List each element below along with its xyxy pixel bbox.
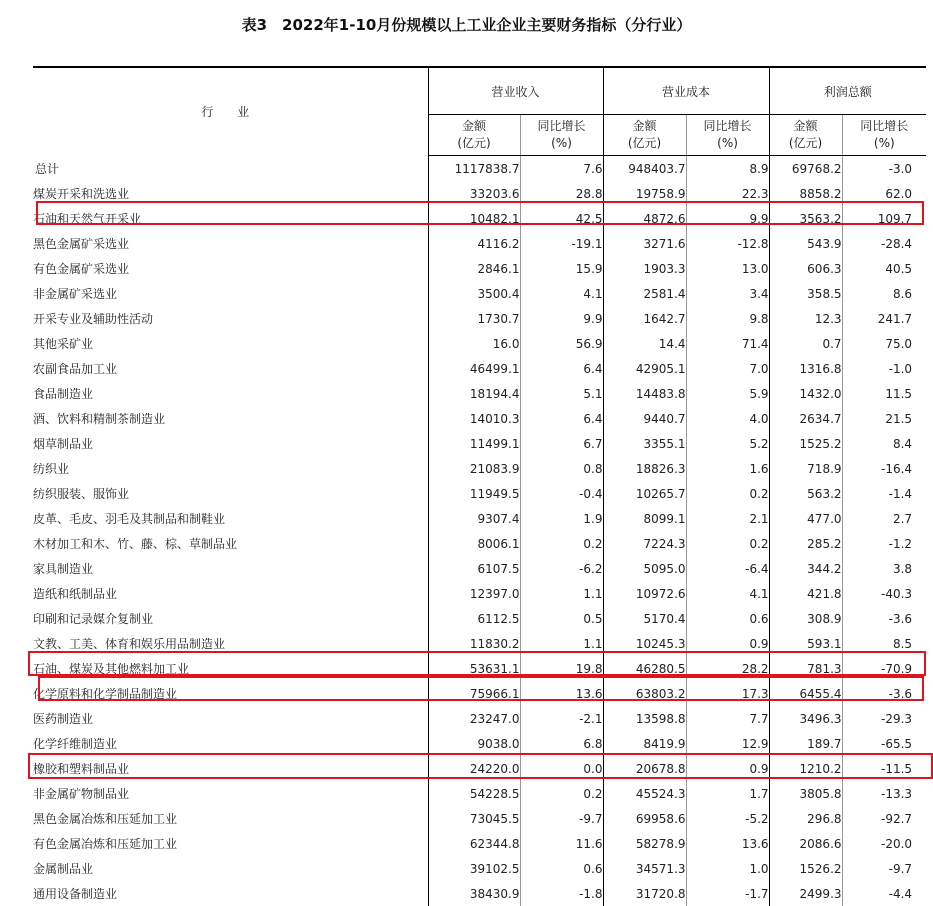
revenue-growth-cell: -6.2 <box>520 556 603 581</box>
profit-amount-cell: 3805.8 <box>769 781 842 806</box>
profit-growth-cell: -92.7 <box>842 806 926 831</box>
revenue-amount-cell: 1117838.7 <box>428 156 520 182</box>
revenue-amount-cell: 9038.0 <box>428 731 520 756</box>
profit-growth-cell: 75.0 <box>842 331 926 356</box>
cost-amount-cell: 42905.1 <box>603 356 686 381</box>
profit-growth-cell: -40.3 <box>842 581 926 606</box>
profit-growth-cell: -1.4 <box>842 481 926 506</box>
industry-name: 文教、工美、体育和娱乐用品制造业 <box>33 631 428 656</box>
cost-growth-cell: 13.6 <box>686 831 769 856</box>
revenue-amount-cell: 24220.0 <box>428 756 520 781</box>
revenue-growth-cell: 19.8 <box>520 656 603 681</box>
cost-growth-cell: 0.6 <box>686 606 769 631</box>
table-row <box>33 456 926 481</box>
cost-growth-cell: 0.9 <box>686 756 769 781</box>
table-row <box>33 581 926 606</box>
revenue-growth-cell: -9.7 <box>520 806 603 831</box>
cost-growth-cell: 71.4 <box>686 331 769 356</box>
profit-amount-cell: 1210.2 <box>769 756 842 781</box>
table-row <box>33 356 926 381</box>
profit-amount-cell: 6455.4 <box>769 681 842 706</box>
table-row <box>33 481 926 506</box>
revenue-amount-cell: 23247.0 <box>428 706 520 731</box>
cost-growth-cell: 4.1 <box>686 581 769 606</box>
cost-growth-cell: 1.6 <box>686 456 769 481</box>
industry-name: 医药制造业 <box>33 706 428 731</box>
profit-amount-cell: 1526.2 <box>769 856 842 881</box>
cost-amount-cell: 69958.6 <box>603 806 686 831</box>
cost-amount-cell: 46280.5 <box>603 656 686 681</box>
revenue-growth-cell: 28.8 <box>520 181 603 206</box>
cost-growth-cell: 9.9 <box>686 206 769 231</box>
cost-growth-cell: 0.2 <box>686 531 769 556</box>
profit-growth-cell: 241.7 <box>842 306 926 331</box>
industry-name: 纺织业 <box>33 456 428 481</box>
revenue-growth-cell: -2.1 <box>520 706 603 731</box>
table-row <box>33 781 926 806</box>
table-row <box>33 881 926 906</box>
table-row <box>33 831 926 856</box>
cost-growth-cell: 8.9 <box>686 156 769 182</box>
cost-amount-header: 金额 (亿元) <box>603 115 686 156</box>
revenue-growth-cell: 11.6 <box>520 831 603 856</box>
cost-growth-header: 同比增长 (%) <box>686 115 769 156</box>
industry-name: 黑色金属矿采选业 <box>33 231 428 256</box>
profit-growth-cell: -3.6 <box>842 681 926 706</box>
cost-growth-cell: 13.0 <box>686 256 769 281</box>
revenue-growth-cell: 13.6 <box>520 681 603 706</box>
table-row <box>33 256 926 281</box>
cost-growth-cell: 28.2 <box>686 656 769 681</box>
cost-amount-cell: 4872.6 <box>603 206 686 231</box>
cost-amount-cell: 5170.4 <box>603 606 686 631</box>
profit-growth-cell: -65.5 <box>842 731 926 756</box>
profit-growth-cell: -13.3 <box>842 781 926 806</box>
profit-amount-cell: 606.3 <box>769 256 842 281</box>
profit-amount-cell: 344.2 <box>769 556 842 581</box>
table-row <box>33 731 926 756</box>
industry-name: 印刷和记录媒介复制业 <box>33 606 428 631</box>
revenue-group-header: 营业收入 <box>428 67 603 115</box>
revenue-amount-cell: 16.0 <box>428 331 520 356</box>
profit-amount-cell: 3563.2 <box>769 206 842 231</box>
profit-amount-cell: 308.9 <box>769 606 842 631</box>
revenue-amount-cell: 3500.4 <box>428 281 520 306</box>
profit-amount-cell: 1316.8 <box>769 356 842 381</box>
profit-growth-cell: -9.7 <box>842 856 926 881</box>
cost-amount-cell: 948403.7 <box>603 156 686 182</box>
revenue-growth-cell: 6.8 <box>520 731 603 756</box>
cost-growth-cell: 9.8 <box>686 306 769 331</box>
industry-name: 开采专业及辅助性活动 <box>33 306 428 331</box>
industry-name: 有色金属矿采选业 <box>33 256 428 281</box>
profit-amount-cell: 593.1 <box>769 631 842 656</box>
revenue-growth-cell: 0.2 <box>520 781 603 806</box>
revenue-growth-cell: 6.4 <box>520 356 603 381</box>
revenue-growth-cell: 5.1 <box>520 381 603 406</box>
table-body <box>33 156 926 906</box>
table-row <box>33 381 926 406</box>
profit-amount-header: 金额 (亿元) <box>769 115 842 156</box>
cost-growth-cell: 17.3 <box>686 681 769 706</box>
profit-growth-cell: 8.4 <box>842 431 926 456</box>
table-row <box>33 231 926 256</box>
cost-growth-cell: -5.2 <box>686 806 769 831</box>
profit-amount-cell: 1432.0 <box>769 381 842 406</box>
table-row <box>33 206 926 231</box>
profit-growth-cell: 2.7 <box>842 506 926 531</box>
profit-amount-cell: 358.5 <box>769 281 842 306</box>
profit-growth-cell: -3.0 <box>842 156 926 182</box>
revenue-amount-cell: 54228.5 <box>428 781 520 806</box>
industry-name: 木材加工和木、竹、藤、棕、草制品业 <box>33 531 428 556</box>
cost-growth-cell: 2.1 <box>686 506 769 531</box>
profit-amount-cell: 543.9 <box>769 231 842 256</box>
industry-name: 皮革、毛皮、羽毛及其制品和制鞋业 <box>33 506 428 531</box>
industry-name: 食品制造业 <box>33 381 428 406</box>
industry-name: 农副食品加工业 <box>33 356 428 381</box>
revenue-amount-cell: 6107.5 <box>428 556 520 581</box>
industry-header: 行 业 <box>33 67 428 156</box>
revenue-growth-cell: 6.7 <box>520 431 603 456</box>
profit-growth-cell: -16.4 <box>842 456 926 481</box>
cost-growth-cell: 1.7 <box>686 781 769 806</box>
profit-growth-cell: -1.0 <box>842 356 926 381</box>
industry-name: 非金属矿物制品业 <box>33 781 428 806</box>
revenue-amount-cell: 10482.1 <box>428 206 520 231</box>
profit-amount-cell: 718.9 <box>769 456 842 481</box>
profit-growth-cell: -1.2 <box>842 531 926 556</box>
revenue-amount-cell: 53631.1 <box>428 656 520 681</box>
cost-growth-cell: 0.2 <box>686 481 769 506</box>
profit-group-header: 利润总额 <box>769 67 926 115</box>
revenue-growth-cell: -0.4 <box>520 481 603 506</box>
cost-growth-cell: 7.7 <box>686 706 769 731</box>
revenue-amount-cell: 11499.1 <box>428 431 520 456</box>
revenue-growth-cell: 0.6 <box>520 856 603 881</box>
cost-amount-cell: 13598.8 <box>603 706 686 731</box>
industry-name: 总计 <box>33 156 428 182</box>
cost-amount-cell: 10245.3 <box>603 631 686 656</box>
cost-amount-cell: 45524.3 <box>603 781 686 806</box>
profit-amount-cell: 8858.2 <box>769 181 842 206</box>
cost-amount-cell: 31720.8 <box>603 881 686 906</box>
table-row <box>33 681 926 706</box>
profit-amount-cell: 1525.2 <box>769 431 842 456</box>
revenue-amount-header: 金额 (亿元) <box>428 115 520 156</box>
profit-growth-cell: -20.0 <box>842 831 926 856</box>
table-row <box>33 806 926 831</box>
industry-name: 非金属矿采选业 <box>33 281 428 306</box>
cost-amount-cell: 14.4 <box>603 331 686 356</box>
profit-growth-cell: 3.8 <box>842 556 926 581</box>
revenue-growth-cell: 42.5 <box>520 206 603 231</box>
cost-growth-cell: 12.9 <box>686 731 769 756</box>
cost-amount-cell: 2581.4 <box>603 281 686 306</box>
table-row <box>33 281 926 306</box>
cost-growth-cell: 0.9 <box>686 631 769 656</box>
industry-name: 化学原料和化学制品制造业 <box>33 681 428 706</box>
table-row <box>33 181 926 206</box>
revenue-amount-cell: 11949.5 <box>428 481 520 506</box>
cost-amount-cell: 8099.1 <box>603 506 686 531</box>
revenue-growth-cell: 4.1 <box>520 281 603 306</box>
profit-growth-cell: 21.5 <box>842 406 926 431</box>
cost-amount-cell: 1642.7 <box>603 306 686 331</box>
cost-amount-cell: 58278.9 <box>603 831 686 856</box>
cost-amount-cell: 20678.8 <box>603 756 686 781</box>
revenue-growth-cell: 0.0 <box>520 756 603 781</box>
industry-name: 有色金属冶炼和压延加工业 <box>33 831 428 856</box>
revenue-amount-cell: 62344.8 <box>428 831 520 856</box>
cost-amount-cell: 1903.3 <box>603 256 686 281</box>
cost-growth-cell: 5.9 <box>686 381 769 406</box>
revenue-amount-cell: 18194.4 <box>428 381 520 406</box>
cost-amount-cell: 34571.3 <box>603 856 686 881</box>
financial-indicators-table <box>33 66 926 906</box>
revenue-amount-cell: 21083.9 <box>428 456 520 481</box>
table-row <box>33 756 926 781</box>
industry-name: 橡胶和塑料制品业 <box>33 756 428 781</box>
revenue-growth-cell: 9.9 <box>520 306 603 331</box>
profit-growth-cell: -29.3 <box>842 706 926 731</box>
profit-growth-cell: -11.5 <box>842 756 926 781</box>
revenue-growth-cell: -19.1 <box>520 231 603 256</box>
revenue-amount-cell: 8006.1 <box>428 531 520 556</box>
revenue-growth-cell: 0.2 <box>520 531 603 556</box>
profit-amount-cell: 12.3 <box>769 306 842 331</box>
cost-growth-cell: -12.8 <box>686 231 769 256</box>
revenue-growth-cell: 0.5 <box>520 606 603 631</box>
profit-amount-cell: 563.2 <box>769 481 842 506</box>
cost-growth-cell: 4.0 <box>686 406 769 431</box>
cost-amount-cell: 8419.9 <box>603 731 686 756</box>
revenue-growth-cell: 1.1 <box>520 631 603 656</box>
table-row <box>33 431 926 456</box>
profit-growth-cell: -28.4 <box>842 231 926 256</box>
cost-amount-cell: 7224.3 <box>603 531 686 556</box>
revenue-growth-cell: 6.4 <box>520 406 603 431</box>
profit-growth-header: 同比增长 (%) <box>842 115 926 156</box>
cost-growth-cell: 22.3 <box>686 181 769 206</box>
profit-amount-cell: 2634.7 <box>769 406 842 431</box>
profit-amount-cell: 0.7 <box>769 331 842 356</box>
table-row <box>33 531 926 556</box>
revenue-growth-cell: 1.1 <box>520 581 603 606</box>
cost-growth-cell: 3.4 <box>686 281 769 306</box>
revenue-amount-cell: 38430.9 <box>428 881 520 906</box>
revenue-growth-cell: 0.8 <box>520 456 603 481</box>
profit-growth-cell: 62.0 <box>842 181 926 206</box>
revenue-amount-cell: 6112.5 <box>428 606 520 631</box>
revenue-amount-cell: 46499.1 <box>428 356 520 381</box>
profit-growth-cell: -70.9 <box>842 656 926 681</box>
cost-group-header: 营业成本 <box>603 67 769 115</box>
profit-growth-cell: -3.6 <box>842 606 926 631</box>
revenue-amount-cell: 73045.5 <box>428 806 520 831</box>
cost-growth-cell: 1.0 <box>686 856 769 881</box>
industry-name: 石油、煤炭及其他燃料加工业 <box>33 656 428 681</box>
industry-name: 黑色金属冶炼和压延加工业 <box>33 806 428 831</box>
profit-amount-cell: 189.7 <box>769 731 842 756</box>
revenue-growth-cell: 56.9 <box>520 331 603 356</box>
revenue-amount-cell: 4116.2 <box>428 231 520 256</box>
profit-amount-cell: 69768.2 <box>769 156 842 182</box>
cost-amount-cell: 9440.7 <box>603 406 686 431</box>
revenue-growth-cell: -1.8 <box>520 881 603 906</box>
cost-amount-cell: 63803.2 <box>603 681 686 706</box>
table-row <box>33 706 926 731</box>
table-row <box>33 306 926 331</box>
cost-growth-cell: 7.0 <box>686 356 769 381</box>
table-row <box>33 506 926 531</box>
cost-growth-cell: -1.7 <box>686 881 769 906</box>
total-row <box>33 156 926 182</box>
revenue-amount-cell: 11830.2 <box>428 631 520 656</box>
profit-amount-cell: 781.3 <box>769 656 842 681</box>
cost-amount-cell: 18826.3 <box>603 456 686 481</box>
table-row <box>33 606 926 631</box>
table-row <box>33 331 926 356</box>
revenue-amount-cell: 33203.6 <box>428 181 520 206</box>
industry-name: 化学纤维制造业 <box>33 731 428 756</box>
industry-name: 家具制造业 <box>33 556 428 581</box>
cost-amount-cell: 3355.1 <box>603 431 686 456</box>
table-row <box>33 856 926 881</box>
revenue-amount-cell: 39102.5 <box>428 856 520 881</box>
profit-growth-cell: -4.4 <box>842 881 926 906</box>
table-row <box>33 406 926 431</box>
table-title: 表3 2022年1-10月份规模以上工业企业主要财务指标（分行业） <box>0 14 933 35</box>
profit-amount-cell: 2086.6 <box>769 831 842 856</box>
profit-growth-cell: 8.6 <box>842 281 926 306</box>
revenue-amount-cell: 9307.4 <box>428 506 520 531</box>
cost-amount-cell: 14483.8 <box>603 381 686 406</box>
revenue-amount-cell: 2846.1 <box>428 256 520 281</box>
industry-name: 其他采矿业 <box>33 331 428 356</box>
revenue-amount-cell: 75966.1 <box>428 681 520 706</box>
industry-name: 造纸和纸制品业 <box>33 581 428 606</box>
cost-amount-cell: 10265.7 <box>603 481 686 506</box>
profit-amount-cell: 2499.3 <box>769 881 842 906</box>
profit-growth-cell: 8.5 <box>842 631 926 656</box>
revenue-amount-cell: 12397.0 <box>428 581 520 606</box>
cost-amount-cell: 3271.6 <box>603 231 686 256</box>
industry-name: 酒、饮料和精制茶制造业 <box>33 406 428 431</box>
table-row <box>33 556 926 581</box>
profit-growth-cell: 109.7 <box>842 206 926 231</box>
cost-amount-cell: 10972.6 <box>603 581 686 606</box>
table-row <box>33 656 926 681</box>
revenue-growth-header: 同比增长 (%) <box>520 115 603 156</box>
industry-name: 通用设备制造业 <box>33 881 428 906</box>
profit-amount-cell: 477.0 <box>769 506 842 531</box>
revenue-amount-cell: 14010.3 <box>428 406 520 431</box>
cost-growth-cell: -6.4 <box>686 556 769 581</box>
table-row <box>33 631 926 656</box>
profit-amount-cell: 285.2 <box>769 531 842 556</box>
profit-amount-cell: 421.8 <box>769 581 842 606</box>
industry-name: 烟草制品业 <box>33 431 428 456</box>
profit-growth-cell: 40.5 <box>842 256 926 281</box>
revenue-growth-cell: 15.9 <box>520 256 603 281</box>
industry-name: 石油和天然气开采业 <box>33 206 428 231</box>
cost-amount-cell: 19758.9 <box>603 181 686 206</box>
profit-growth-cell: 11.5 <box>842 381 926 406</box>
industry-name: 金属制品业 <box>33 856 428 881</box>
revenue-growth-cell: 1.9 <box>520 506 603 531</box>
industry-name: 纺织服装、服饰业 <box>33 481 428 506</box>
revenue-amount-cell: 1730.7 <box>428 306 520 331</box>
revenue-growth-cell: 7.6 <box>520 156 603 182</box>
profit-amount-cell: 3496.3 <box>769 706 842 731</box>
profit-amount-cell: 296.8 <box>769 806 842 831</box>
cost-amount-cell: 5095.0 <box>603 556 686 581</box>
cost-growth-cell: 5.2 <box>686 431 769 456</box>
industry-name: 煤炭开采和洗选业 <box>33 181 428 206</box>
